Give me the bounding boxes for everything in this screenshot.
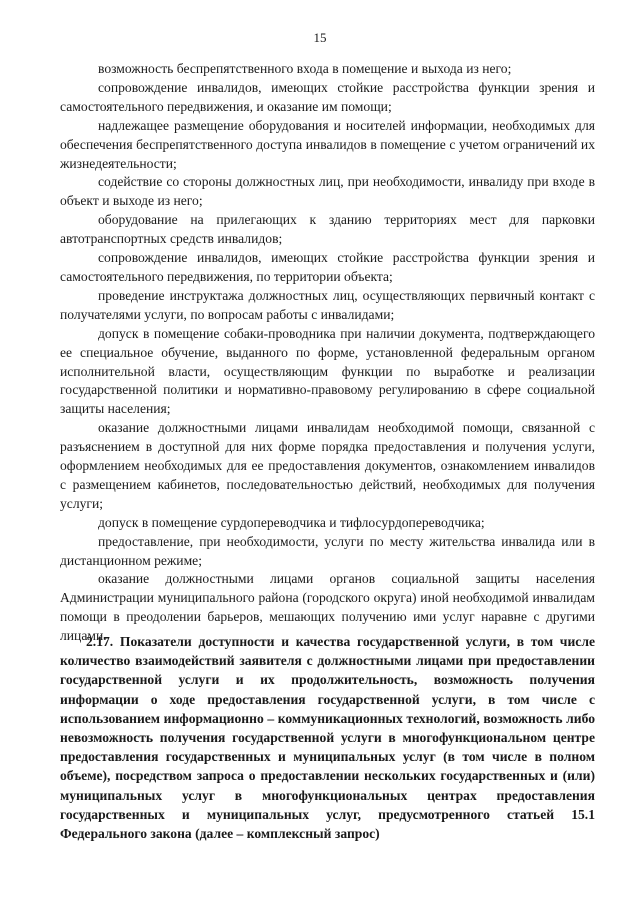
paragraph: возможность беспрепятственного входа в помещение и выхода из него; <box>98 61 512 76</box>
paragraph: допуск в помещение собаки-проводника при наличии документа, подтверждающего ее специальное обучение, выданного по форме, установленной федеральным органом исполнительной власти, осуществляющим функции по выработке и реализации государственной политики и нормативно-правовому регулированию в сфере социальной защиты населения; <box>60 325 595 417</box>
paragraph: предоставление, при необходимости, услуги по месту жительства инвалида или в дистанционном режиме; <box>60 533 595 568</box>
paragraph: проведение инструктажа должностных лиц, осуществляющих первичный контакт с получателями услуги, по вопросам работы с инвалидами; <box>60 287 595 322</box>
paragraph: сопровождение инвалидов, имеющих стойкие расстройства функции зрения и самостоятельного передвижения, и оказание им помощи; <box>60 79 595 114</box>
body-text <box>60 60 595 646</box>
paragraph: оборудование на прилегающих к зданию территориях мест для парковки автотранспортных средств инвалидов; <box>60 212 595 247</box>
section-heading: 2.17. Показатели доступности и качества государственной услуги, в том числе количество взаимодействий заявителя с должностными лицами при предоставлении государственной услуги и их продолжительность, возможность получения информации о ходе предоставления государственной услуги, в том числе с использованием информационно – коммуникационных технологий, возможность либо невозможность получения государственной услуги в многофункциональном центре предоставления государственных и муниципальных услуг (в том числе в полном объеме), посредством запроса о предоставлении нескольких государственных и (или) муниципальных услуг в многофункциональных центрах предоставления государственных и муниципальных услуг, предусмотренного статьей 15.1 Федерального закона (далее – комплексный запрос) <box>60 634 595 842</box>
paragraph: сопровождение инвалидов, имеющих стойкие расстройства функции зрения и самостоятельного передвижения, по территории объекта; <box>60 250 595 284</box>
paragraph: содействие со стороны должностных лиц, при необходимости, инвалиду при входе в объект и выходе из него; <box>60 174 595 209</box>
page-number: 15 <box>313 30 327 45</box>
paragraph: допуск в помещение сурдопереводчика и тифлосурдопереводчика; <box>98 514 485 530</box>
paragraph: надлежащее размещение оборудования и носителей информации, необходимых для обеспечения беспрепятственного доступа инвалидов в помещение с учетом ограничений их жизнедеятельности; <box>60 117 595 171</box>
paragraph: оказание должностными лицами органов социальной защиты населения Администрации муниципального района (городского округа) иной необходимой инвалидам помощи в преодолении барьеров, мешающих получению ими услуг наравне с другими лицами. <box>60 571 595 644</box>
paragraph: оказание должностными лицами инвалидам необходимой помощи, связанной с разъяснением в доступной для них форме порядка предоставления и получения услуги, оформлением необходимых для ее предоставления документов, ознакомлением инвалидов с размещением кабинетов, последовательностью действий, необходимых для получения услуги; <box>60 420 595 511</box>
